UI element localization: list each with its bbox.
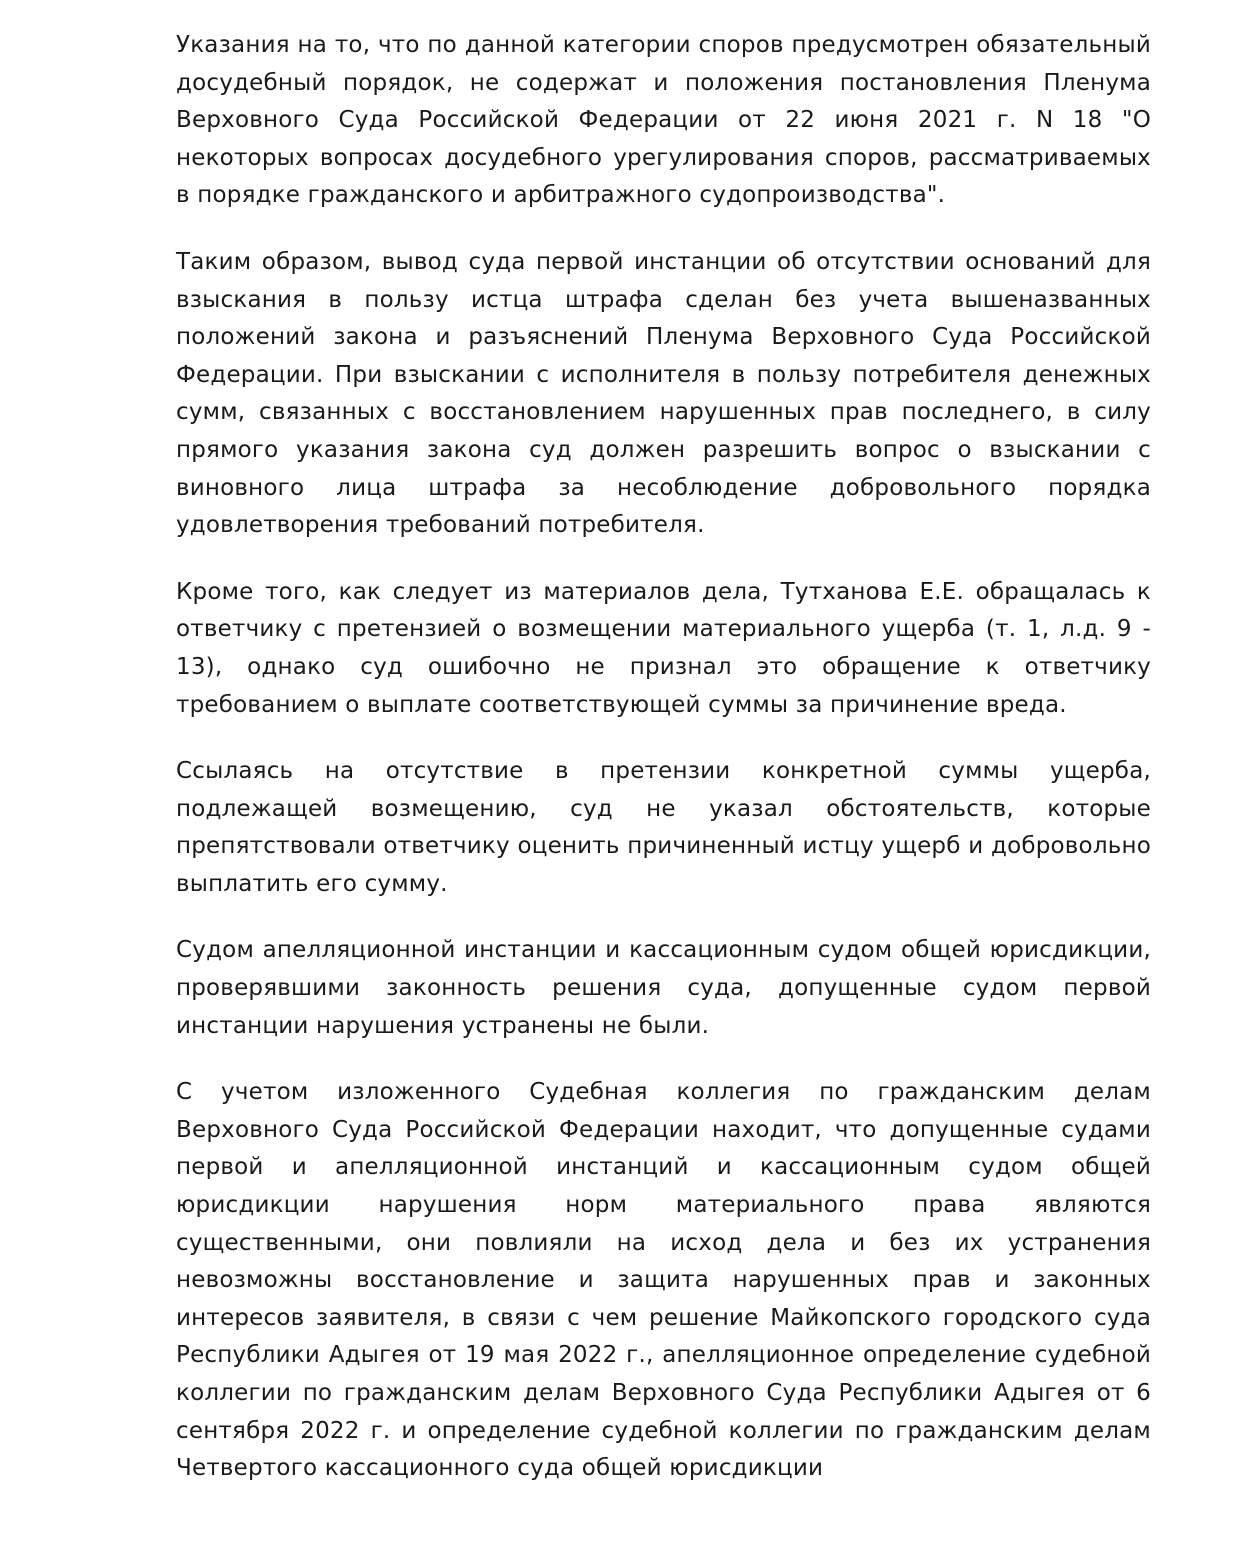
paragraph-claim-letter: Кроме того, как следует из материалов дела, Тутханова Е.Е. обращалась к ответчику с претензией о возмещении материального ущерба (т. 1, л.д. 9 - 13), однако суд ошибочно не признал это обращение к ответчику требованием о выплате соответствующей суммы за причинение вреда. [176,578,1151,718]
paragraph-decision: С учетом изложенного Судебная коллегия по гражданским делам Верховного Суда Российской Федерации находит, что допущенные судами первой и апелляционной инстанций и кассационным судом общей юрисдикции нарушения норм материального права являются существенными, они повлияли на исход дела и без их устранения невозможны восстановление и защита нарушенных прав и законных интересов заявителя, в связи с чем решение Майкопского городского суда Республики Адыгея от 19 мая 2022 г., апелляционное определение судебной коллегии по гражданским делам Верховного Суда Республики Адыгея от 6 сентября 2022 г. и определение судебной коллегии по гражданским делам Четвертого кассационного суда общей юрисдикции [176,1079,1151,1482]
paragraph-pretrial-procedure: Указания на то, что по данной категории споров предусмотрен обязательный досудебный порядок, не содержат и положения постановления Пленума Верховного Суда Российской Федерации от 22 июня 2021 г. N 18 "О некоторых вопросах досудебного урегулирования споров, рассматриваемых в порядке гражданского и арбитражного судопроизводства". [176,32,1151,209]
paragraph-appeal-courts: Судом апелляционной инстанции и кассационным судом общей юрисдикции, проверявшими законность решения суда, допущенные судом первой инстанции нарушения устранены не были. [176,937,1151,1039]
document-page [176,27,1151,1517]
paragraph-fine-conclusion: Таким образом, вывод суда первой инстанции об отсутствии оснований для взыскания в пользу истца штрафа сделан без учета вышеназванных положений закона и разъяснений Пленума Верховного Суда Российской Федерации. При взыскании с исполнителя в пользу потребителя денежных сумм, связанных с восстановлением нарушенных прав последнего, в силу прямого указания закона суд должен разрешить вопрос о взыскании с виновного лица штрафа за несоблюдение добровольного порядка удовлетворения требований потребителя. [176,248,1151,539]
paragraph-damage-amount: Ссылаясь на отсутствие в претензии конкретной суммы ущерба, подлежащей возмещению, суд не указал обстоятельств, которые препятствовали ответчику оценить причиненный истцу ущерб и добровольно выплатить его сумму. [176,758,1151,897]
